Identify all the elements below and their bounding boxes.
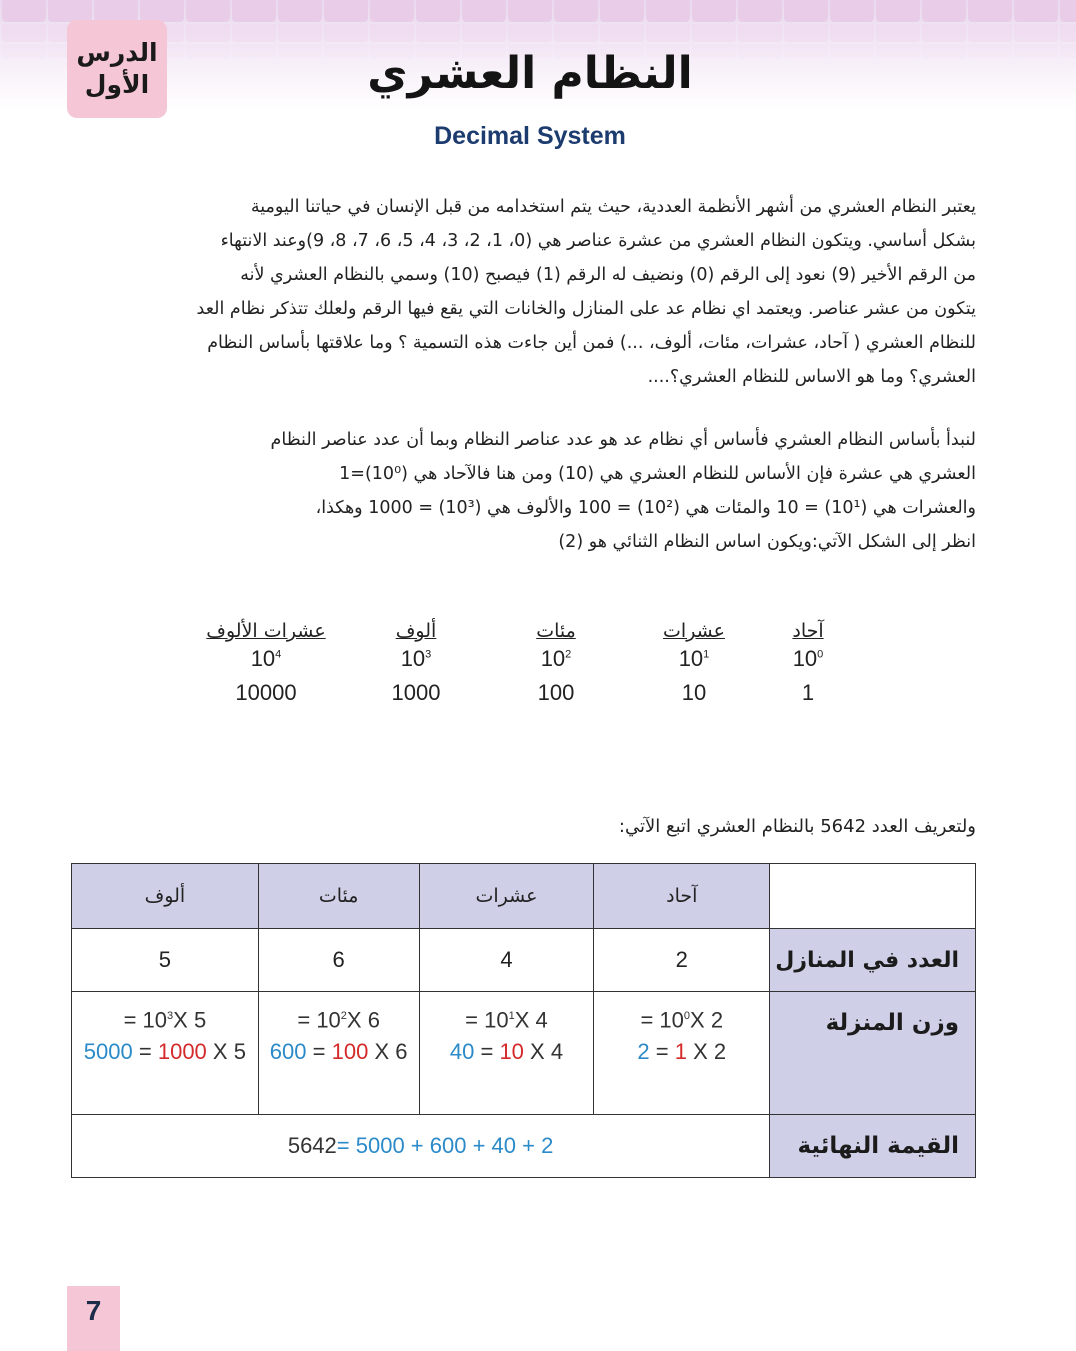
header-tile (968, 44, 1012, 58)
header-tile (830, 24, 874, 42)
header-hundreds: مئات (258, 864, 419, 929)
intro-paragraph-line: يتكون من عشر عناصر. ويعتمد اي نظام عد على المنازل والخانات التي يقع فيها الرقم ولعلك تتذكر نظام العد (196, 299, 976, 319)
weight-hundreds: = $10^2X$ 6 600 = 100 X 6 (258, 992, 419, 1115)
base-paragraph-line: والعشرات هي (10¹) = 10 والمئات هي (10²) = 100 والألوف هي (10³) = 1000 وهكذا، (315, 498, 976, 518)
place-power: $10^0$ (792, 646, 824, 671)
header-tile (232, 44, 276, 58)
final-total: 5642 (287, 1133, 337, 1158)
place-name: آحاد (792, 620, 824, 642)
lesson-badge (67, 20, 167, 118)
place-value-thousands (346, 620, 486, 706)
place-value-hundreds (486, 620, 626, 706)
page-title-arabic: النظام العشري (367, 48, 693, 99)
header-ones: آحاد (594, 864, 770, 929)
header-tile (186, 24, 230, 42)
table-row-weights (72, 992, 976, 1115)
row-label-final: القيمة النهائية (770, 1115, 976, 1178)
place-value: 100 (537, 680, 575, 705)
header-tile (278, 24, 322, 42)
header-tile (1060, 0, 1076, 22)
header-tile (554, 24, 598, 42)
header-tile (738, 44, 782, 58)
place-power: $10^1$ (678, 646, 710, 671)
digit-tens: 4 (419, 929, 594, 992)
header-tile (784, 0, 828, 22)
header-tile (462, 24, 506, 42)
header-tile (370, 0, 414, 22)
table-row-digits (72, 929, 976, 992)
place-value: 1000 (391, 680, 441, 705)
header-tile (968, 0, 1012, 22)
header-tile (186, 0, 230, 22)
place-value-ones (738, 620, 878, 706)
header-tile (784, 24, 828, 42)
header-tile (370, 24, 414, 42)
header-tile (922, 44, 966, 58)
place-value: 10000 (235, 680, 297, 705)
header-tile (646, 0, 690, 22)
header-tile (554, 0, 598, 22)
header-tile (876, 44, 920, 58)
header-blank (770, 864, 976, 929)
intro-paragraph-line: من الرقم الأخير (9) نعود إلى الرقم (0) ونضيف له الرقم (1) فيصبح (10) وسمي بالنظام العشري لأنه (240, 265, 976, 285)
header-tile (508, 24, 552, 42)
header-tile (186, 44, 230, 58)
row-label-weights: وزن المنزلة (770, 992, 976, 1115)
weight-thousands: = $10^3X$ 5 5000 = 1000 X 5 (72, 992, 259, 1115)
base-paragraph-line: لنبدأ بأساس النظام العشري فأساس أي نظام عد هو عدد عناصر النظام وبما أن عدد عناصر النظام (270, 430, 976, 450)
page-title-english: Decimal System (434, 122, 626, 150)
header-tile (278, 0, 322, 22)
place-power: $10^4$ (250, 646, 282, 671)
place-name: مئات (536, 620, 576, 642)
header-tile (738, 0, 782, 22)
final-value (72, 1115, 770, 1178)
place-name: عشرات (663, 620, 725, 642)
header-tile (922, 24, 966, 42)
place-value: 10 (681, 680, 707, 705)
header-tile (738, 24, 782, 42)
header-tile (140, 0, 184, 22)
place-name: ألوف (395, 620, 437, 642)
header-tile (1014, 24, 1058, 42)
intro-paragraph (68, 190, 976, 394)
digit-ones: 2 (594, 929, 770, 992)
header-tile (48, 0, 92, 22)
place-value-table (71, 863, 976, 1178)
header-tile (2, 44, 46, 58)
header-tile (94, 0, 138, 22)
header-tile (278, 44, 322, 58)
header-tile (416, 0, 460, 22)
final-terms: = 5000 + 600 + 40 + 2 (336, 1133, 554, 1158)
header-tile (600, 0, 644, 22)
place-value-ten-thousands (196, 620, 336, 706)
header-tile (324, 0, 368, 22)
lesson-badge-line2: الأول (84, 70, 150, 99)
header-tile (462, 0, 506, 22)
header-tile (416, 24, 460, 42)
intro-paragraph-line: للنظام العشري ( آحاد، عشرات، مئات، ألوف، ...) فمن أين جاءت هذه التسمية ؟ وما علاقتها بأساس النظام (207, 333, 976, 353)
intro-paragraph-line: يعتبر النظام العشري من أشهر الأنظمة العددية، حيث يتم استخدامه من قبل الإنسان في حياتنا اليومية (250, 197, 976, 217)
place-power: $10^3$ (400, 646, 432, 671)
header-tile (232, 0, 276, 22)
header-tile (1060, 44, 1076, 58)
base-paragraph (68, 423, 976, 559)
header-thousands: ألوف (72, 864, 259, 929)
lesson-badge-line1: الدرس (76, 37, 158, 67)
header-tile (508, 0, 552, 22)
header-tile (830, 0, 874, 22)
header-tile (784, 44, 828, 58)
header-tile (876, 24, 920, 42)
place-value: 1 (801, 680, 815, 705)
header-tile (1014, 44, 1058, 58)
base-paragraph-line: انظر إلى الشكل الآتي:ويكون اساس النظام الثنائي هو (2) (558, 532, 976, 552)
base-paragraph-line: العشري هي عشرة فإن الأساس للنظام العشري هي (10) ومن هنا فالآحاد هي (10⁰)=1 (339, 464, 976, 484)
place-name: عشرات الألوف (206, 620, 326, 642)
header-tile (1060, 24, 1076, 42)
header-tile (2, 0, 46, 22)
header-tile (692, 24, 736, 42)
header-tile (830, 44, 874, 58)
header-tile (2, 24, 46, 42)
table-header-row (72, 864, 976, 929)
header-tile (646, 24, 690, 42)
header-tile (232, 24, 276, 42)
header-tens: عشرات (419, 864, 594, 929)
page-number: 7 (67, 1286, 120, 1351)
header-tile (692, 0, 736, 22)
intro-paragraph-line: بشكل أساسي. ويتكون النظام العشري من عشرة عناصر هي (0، 1، 2، 3، 4، 5، 6، 7، 8، 9)وعند الانتهاء (220, 231, 976, 251)
intro-paragraph-line: العشري؟ وما هو الاساس للنظام العشري؟.... (647, 367, 976, 387)
digit-thousands: 5 (72, 929, 259, 992)
weight-ones: = $10^0X$ 2 2 = 1 X 2 (594, 992, 770, 1115)
example-intro: ولتعريف العدد 5642 بالنظام العشري اتبع الآتي: (618, 816, 976, 837)
header-tile (324, 24, 368, 42)
header-tile (1014, 0, 1058, 22)
place-power: $10^2$ (540, 646, 572, 671)
weight-tens: = $10^1X$ 4 40 = 10 X 4 (419, 992, 594, 1115)
header-tile (968, 24, 1012, 42)
header-tile (876, 0, 920, 22)
header-tile (600, 24, 644, 42)
table-row-final (72, 1115, 976, 1178)
header-tile (922, 0, 966, 22)
row-label-digits: العدد في المنازل (770, 929, 976, 992)
digit-hundreds: 6 (258, 929, 419, 992)
